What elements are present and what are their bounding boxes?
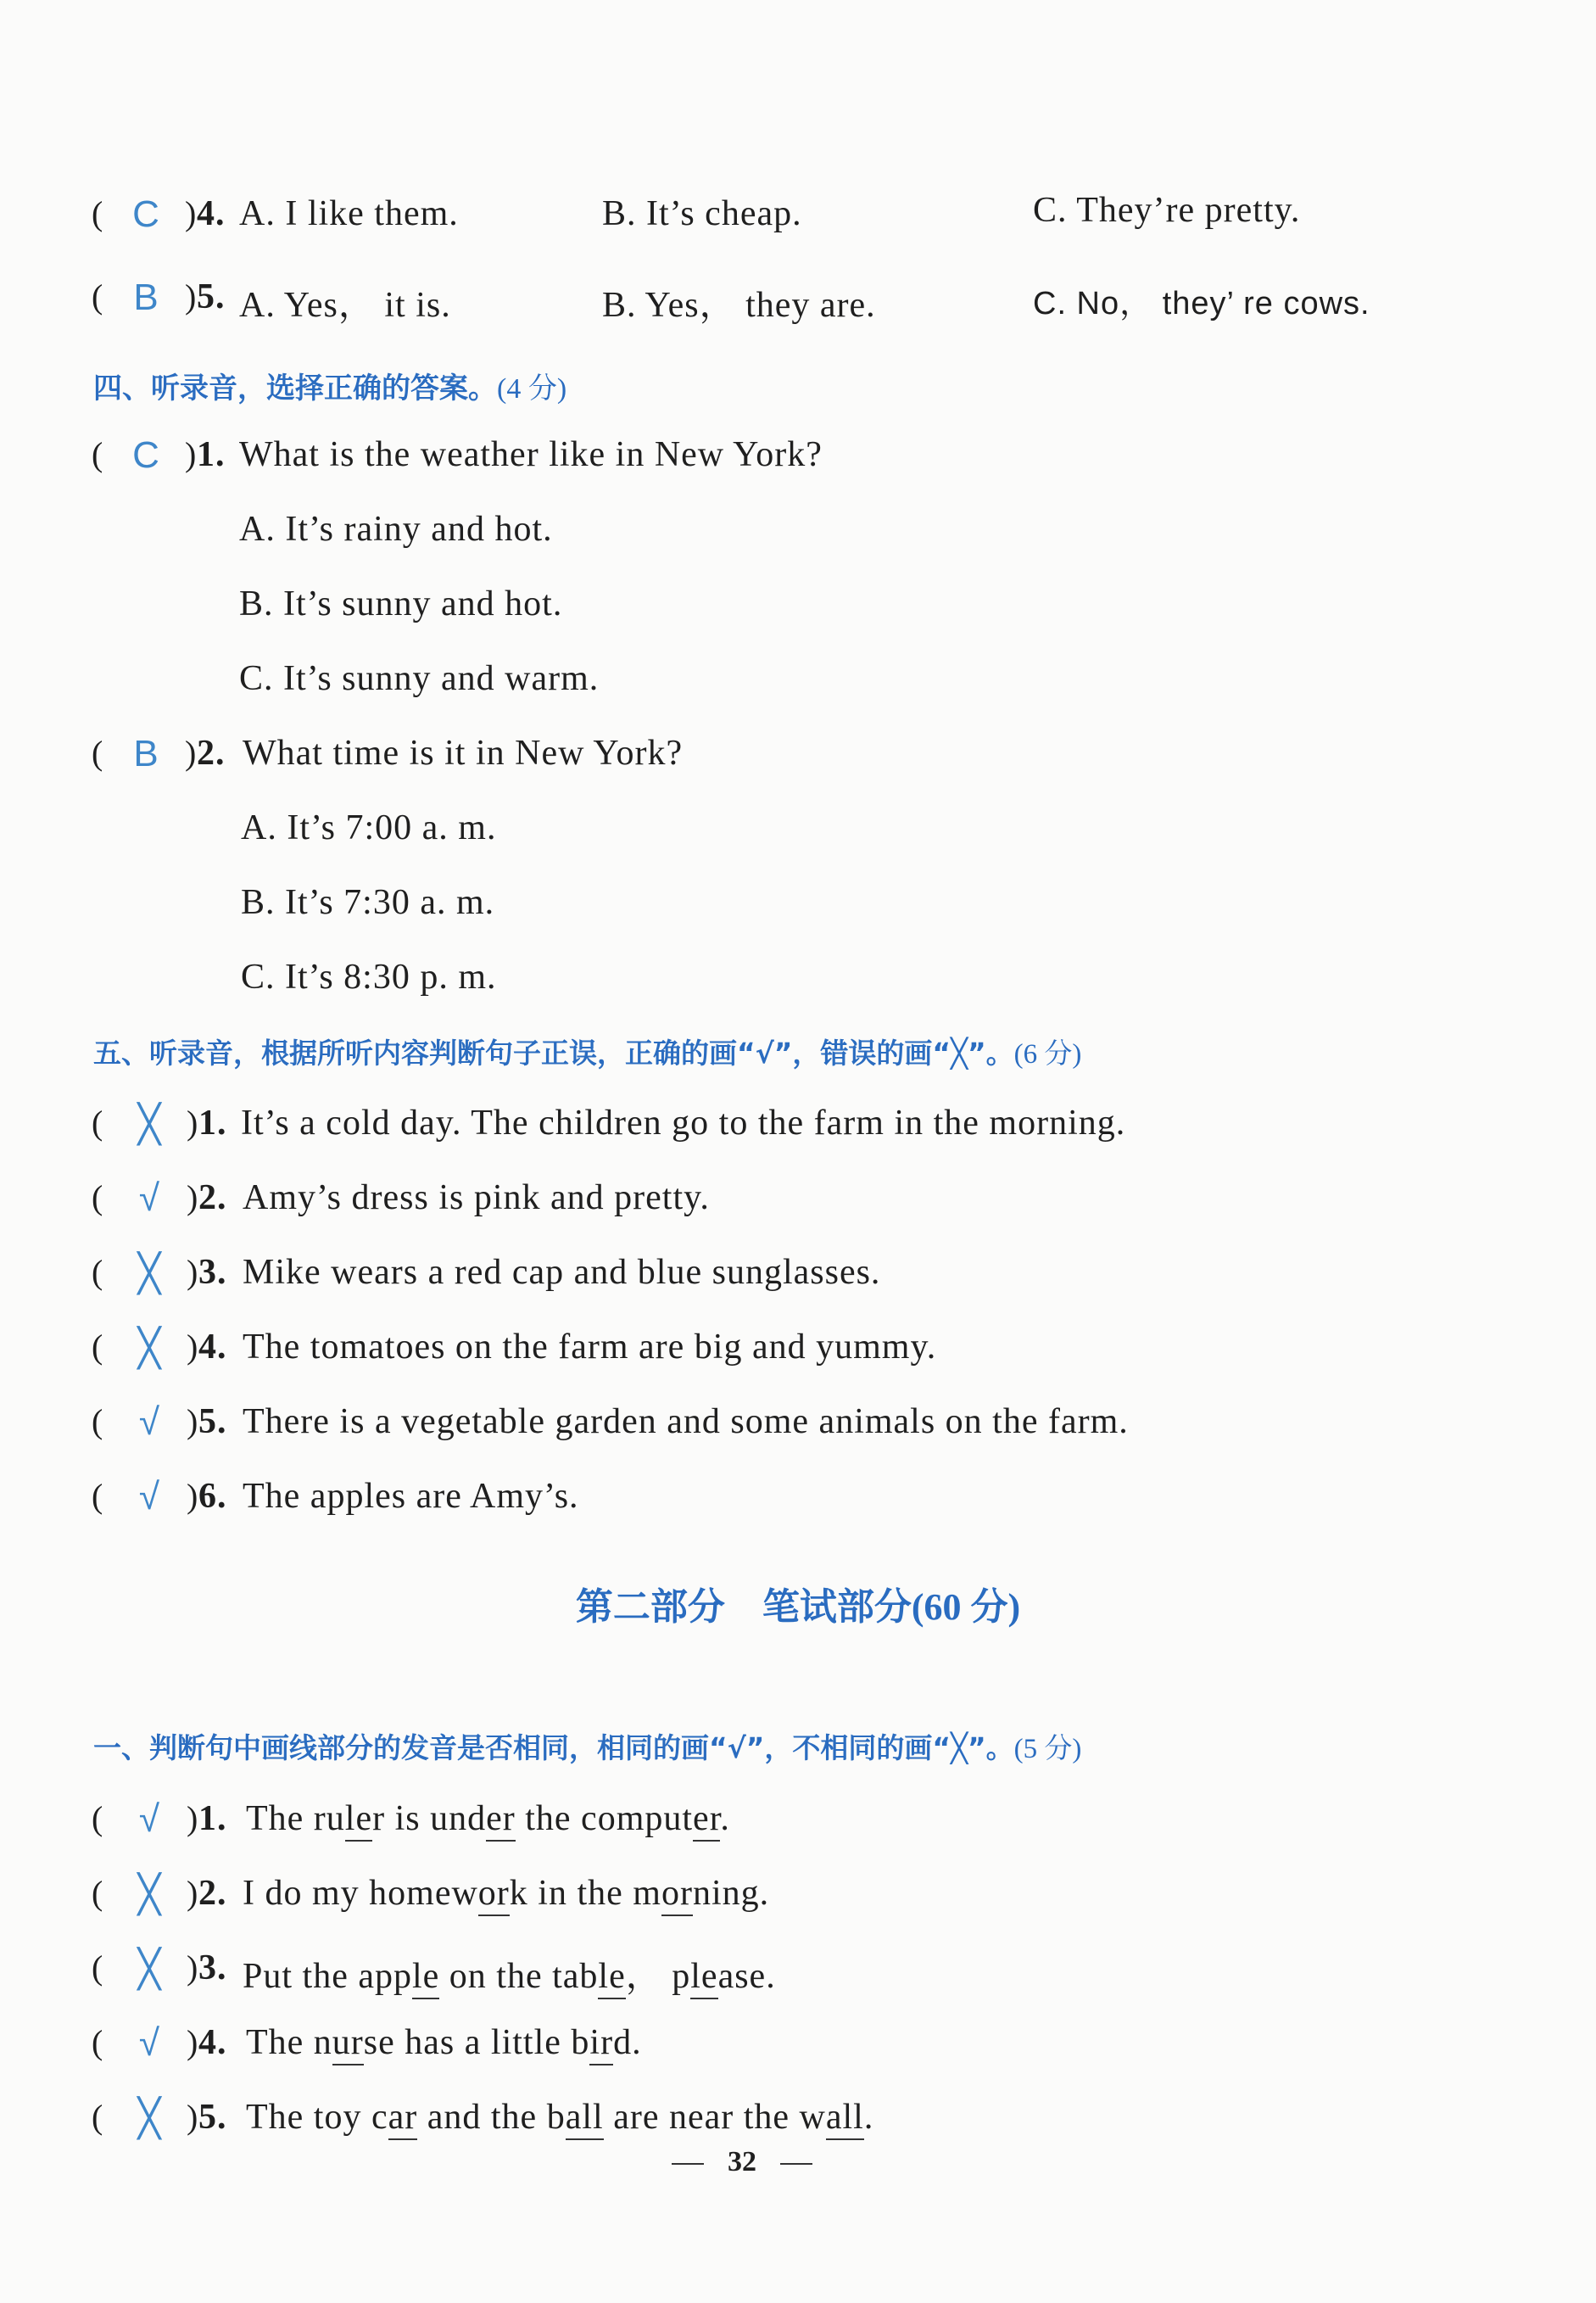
- text-segment: Put the app: [243, 1957, 412, 1996]
- option-b: B. It’s cheap.: [602, 194, 802, 233]
- item-number: 1.: [198, 1104, 227, 1143]
- text-segment: The toy c: [246, 2098, 388, 2137]
- close-paren: ): [187, 1104, 198, 1142]
- question-row: [0, 434, 1596, 485]
- underlined-segment: le: [345, 1799, 372, 1842]
- answer-mark: ╳: [137, 1874, 161, 1915]
- open-paren: (: [92, 435, 103, 473]
- text-segment: The n: [246, 2023, 332, 2062]
- underlined-segment: le: [598, 1957, 625, 1999]
- close-paren: ): [187, 1328, 198, 1366]
- text-segment: .: [863, 2098, 874, 2137]
- open-paren: (: [92, 2023, 103, 2061]
- close-paren: ): [187, 1874, 198, 1912]
- part-points: (60 分): [911, 1586, 1021, 1628]
- question-number: 1.: [197, 435, 226, 474]
- close-paren: ): [185, 734, 197, 772]
- item-text: [246, 1798, 730, 1839]
- phonics-row: [0, 1873, 1596, 1924]
- item-text: [246, 2097, 873, 2138]
- judge-row: [0, 1252, 1596, 1303]
- close-paren: ): [187, 1799, 198, 1837]
- divider: [672, 2163, 704, 2165]
- judge-row: [0, 1177, 1596, 1228]
- item-text: [243, 1948, 776, 1998]
- answer-mark: C: [132, 193, 159, 235]
- page-number: [0, 2146, 1484, 2178]
- option-a: A. It’s rainy and hot.: [239, 510, 553, 549]
- text-segment: .: [720, 1799, 730, 1838]
- item-text: Amy’s dress is pink and pretty.: [243, 1178, 710, 1217]
- section-heading: [93, 1031, 1081, 1071]
- part-heading: [0, 1576, 1596, 1630]
- text-segment: The ru: [246, 1799, 345, 1838]
- option-c: C. It’s sunny and warm.: [239, 659, 600, 698]
- question-number: 5.: [197, 277, 226, 316]
- answer-mark: B: [133, 733, 159, 774]
- underlined-segment: er: [693, 1799, 720, 1842]
- open-paren: (: [92, 1328, 103, 1366]
- option-a: A. Yes， it is.: [239, 286, 451, 325]
- judge-row: [0, 1401, 1596, 1452]
- item-text: The tomatoes on the farm are big and yummy.: [243, 1328, 937, 1367]
- underlined-segment: all: [826, 2098, 864, 2140]
- text-segment: on the tab: [439, 1957, 599, 1996]
- close-paren: ): [187, 1477, 198, 1515]
- answer-mark: ╳: [137, 2098, 161, 2139]
- item-text: There is a vegetable garden and some animals on the farm.: [243, 1402, 1129, 1441]
- open-paren: (: [92, 277, 103, 316]
- option-b: B. It’s sunny and hot.: [239, 584, 563, 623]
- open-paren: (: [92, 1799, 103, 1837]
- section-heading: [93, 1726, 1081, 1766]
- phonics-row: [0, 2022, 1596, 2073]
- question-row: [0, 193, 1596, 244]
- judge-row: [0, 1103, 1596, 1154]
- answer-mark: ╳: [137, 1253, 161, 1294]
- text-segment: ning.: [692, 1874, 770, 1913]
- item-text: It’s a cold day. The children go to the farm in the morning.: [241, 1104, 1126, 1143]
- part-title: 第二部分 笔试部分: [575, 1585, 912, 1629]
- text-segment: are near the w: [603, 2098, 826, 2137]
- close-paren: ): [187, 1402, 198, 1440]
- section-title: 五、听录音，根据所听内容判断句子正误，正确的画“√”，错误的画“╳”。: [93, 1037, 1014, 1070]
- item-text: [246, 2022, 642, 2063]
- close-paren: ): [187, 1178, 198, 1216]
- option-b: B. It’s 7:30 a. m.: [241, 883, 495, 922]
- underlined-segment: or: [661, 1874, 693, 1916]
- phonics-row: [0, 1948, 1596, 1998]
- text-segment: se has a little b: [363, 2023, 590, 2062]
- close-paren: ): [185, 194, 197, 232]
- answer-mark: B: [133, 277, 159, 318]
- text-segment: the comput: [515, 1799, 694, 1838]
- close-paren: ): [187, 1948, 198, 1987]
- open-paren: (: [92, 734, 103, 772]
- close-paren: ): [187, 2023, 198, 2061]
- page-number-value: 32: [728, 2146, 756, 2177]
- answer-mark: ╳: [137, 1328, 161, 1369]
- question-row: [0, 733, 1596, 784]
- option-a: A. I like them.: [239, 194, 459, 233]
- answer-mark: √: [138, 1401, 160, 1443]
- answer-mark: √: [138, 1798, 160, 1840]
- answer-mark: C: [132, 434, 159, 476]
- text-segment: and the b: [417, 2098, 566, 2137]
- item-number: 3.: [198, 1948, 227, 1987]
- open-paren: (: [92, 1874, 103, 1912]
- open-paren: (: [92, 1402, 103, 1440]
- answer-mark: ╳: [137, 1948, 161, 1990]
- section-points: (5 分): [1013, 1734, 1082, 1764]
- item-text: The apples are Amy’s.: [243, 1477, 579, 1516]
- text-segment: ， p: [625, 1957, 691, 1996]
- item-number: 3.: [198, 1253, 227, 1292]
- item-number: 6.: [198, 1477, 227, 1516]
- close-paren: ): [187, 1253, 198, 1291]
- open-paren: (: [92, 1178, 103, 1216]
- open-paren: (: [92, 1477, 103, 1515]
- judge-row: [0, 1327, 1596, 1378]
- underlined-segment: all: [566, 2098, 604, 2140]
- section-points: (6 分): [1013, 1039, 1082, 1070]
- underlined-segment: le: [412, 1957, 439, 1999]
- answer-mark: √: [138, 2022, 160, 2064]
- item-text: Mike wears a red cap and blue sunglasses.: [243, 1253, 881, 1292]
- answer-mark: √: [138, 1177, 160, 1219]
- phonics-row: [0, 1798, 1596, 1849]
- item-text: [243, 1873, 769, 1914]
- item-number: 2.: [198, 1874, 227, 1913]
- answer-mark: √: [138, 1476, 160, 1518]
- close-paren: ): [185, 277, 197, 316]
- answer-mark: ╳: [137, 1104, 161, 1145]
- close-paren: ): [187, 2098, 198, 2136]
- question-text: What is the weather like in New York?: [239, 435, 823, 474]
- option-a: A. It’s 7:00 a. m.: [241, 808, 497, 847]
- open-paren: (: [92, 194, 103, 232]
- text-segment: d.: [613, 2023, 642, 2062]
- divider: [780, 2163, 812, 2165]
- option-c: C. No， they’ re cows.: [1033, 286, 1370, 321]
- open-paren: (: [92, 1104, 103, 1142]
- text-segment: r is und: [372, 1799, 487, 1838]
- underlined-segment: er: [486, 1799, 516, 1842]
- judge-row: [0, 1476, 1596, 1527]
- item-number: 5.: [198, 2098, 227, 2137]
- question-text: What time is it in New York?: [243, 734, 684, 773]
- question-number: 4.: [197, 194, 226, 233]
- section-title: 四、听录音，选择正确的答案。: [93, 372, 497, 405]
- item-number: 1.: [198, 1799, 227, 1838]
- item-number: 4.: [198, 2023, 227, 2062]
- close-paren: ): [185, 435, 197, 473]
- underlined-segment: ir: [589, 2023, 613, 2065]
- underlined-segment: or: [478, 1874, 510, 1916]
- text-segment: k in the m: [509, 1874, 661, 1913]
- item-number: 4.: [198, 1328, 227, 1367]
- text-segment: ase.: [717, 1957, 776, 1996]
- text-segment: I do my homew: [243, 1874, 478, 1913]
- question-row: [0, 277, 1596, 327]
- underlined-segment: ar: [388, 2098, 418, 2140]
- question-number: 2.: [197, 734, 226, 773]
- section-points: (4 分): [497, 373, 567, 405]
- underlined-segment: ur: [332, 2023, 364, 2065]
- option-c: C. It’s 8:30 p. m.: [241, 958, 497, 997]
- item-number: 2.: [198, 1178, 227, 1217]
- section-title: 一、判断句中画线部分的发音是否相同，相同的画“√”，不相同的画“╳”。: [93, 1731, 1014, 1764]
- phonics-row: [0, 2097, 1596, 2148]
- option-b: B. Yes， they are.: [602, 286, 876, 325]
- item-number: 5.: [198, 1402, 227, 1441]
- option-c: C. They’re pretty.: [1033, 191, 1301, 230]
- open-paren: (: [92, 1253, 103, 1291]
- open-paren: (: [92, 2098, 103, 2136]
- section-heading: [93, 365, 566, 406]
- underlined-segment: le: [690, 1957, 717, 1999]
- open-paren: (: [92, 1948, 103, 1987]
